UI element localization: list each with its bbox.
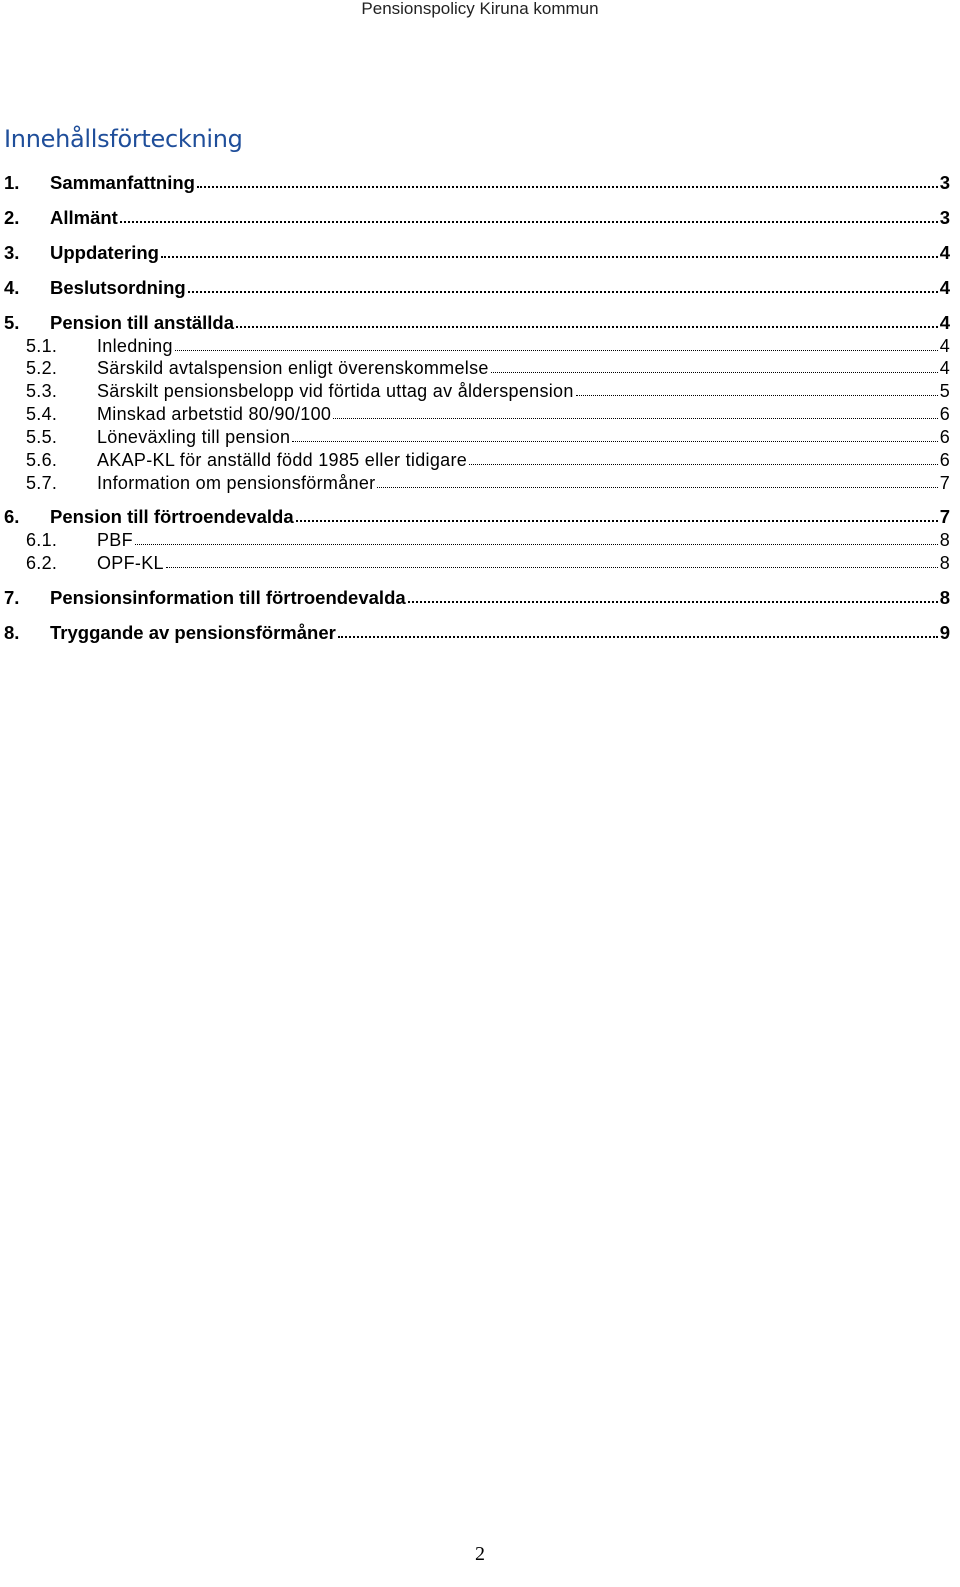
toc-entry-number: 8. <box>4 622 20 643</box>
toc-entry-number: 5.4. <box>26 404 58 424</box>
toc-leader-dots <box>292 429 937 443</box>
toc-leader-dots <box>469 452 938 466</box>
toc-leader-dots <box>576 383 938 397</box>
toc-entry-title: PBF <box>97 530 133 550</box>
toc-entry-page: 6 <box>939 427 950 447</box>
toc-entry-number: 6.1. <box>26 530 58 550</box>
toc-leader-dots <box>377 475 937 489</box>
toc-leader-dots <box>236 315 938 329</box>
toc-entry[interactable] <box>4 403 950 425</box>
toc-entry-page: 4 <box>939 242 950 263</box>
toc-entry[interactable] <box>4 242 950 264</box>
toc-entry-number: 4. <box>4 277 20 298</box>
toc-entry-page: 3 <box>939 207 950 228</box>
toc-entry-page: 8 <box>939 587 950 608</box>
toc-leader-dots <box>197 175 938 189</box>
toc-entry-title: Särskild avtalspension enligt överenskommelse <box>97 358 489 378</box>
toc-entry-number: 5.1. <box>26 336 58 356</box>
toc-entry-page: 5 <box>939 381 950 401</box>
toc-entry-page: 3 <box>939 172 950 193</box>
toc-entry-title: Allmänt <box>50 207 118 228</box>
toc-entry-title: AKAP-KL för anställd född 1985 eller tidigare <box>97 450 468 470</box>
toc-entry[interactable] <box>4 207 950 229</box>
toc-entry-page: 4 <box>939 336 950 356</box>
toc-entry-page: 4 <box>939 277 950 298</box>
toc-leader-dots <box>120 210 938 224</box>
toc-entry-title: Pensionsinformation till förtroendevalda <box>50 587 406 608</box>
toc-entry[interactable] <box>4 312 950 334</box>
toc-entry-number: 6.2. <box>26 553 58 573</box>
toc-entry-title: Information om pensionsförmåner <box>97 473 376 493</box>
toc-entry-page: 6 <box>939 450 950 470</box>
toc-entry-number: 5.5. <box>26 427 58 447</box>
toc-entry-number: 5.7. <box>26 473 58 493</box>
toc-entry-page: 8 <box>939 530 950 550</box>
toc-entry-number: 7. <box>4 587 20 608</box>
toc-leader-dots <box>135 532 938 546</box>
toc-entry[interactable] <box>4 277 950 299</box>
toc-entry[interactable] <box>4 529 950 551</box>
toc-entry[interactable] <box>4 587 950 609</box>
toc-entry-title: Minskad arbetstid 80/90/100 <box>97 404 332 424</box>
toc-entry-page: 7 <box>939 506 950 527</box>
toc-entry[interactable] <box>4 380 950 402</box>
toc-entry-title: Inledning <box>97 336 173 356</box>
toc-entry[interactable] <box>4 357 950 379</box>
toc-entry[interactable] <box>4 426 950 448</box>
toc-leader-dots <box>408 590 938 604</box>
toc-leader-dots <box>161 245 938 259</box>
toc-entry[interactable] <box>4 552 950 574</box>
toc-title: Innehållsförteckning <box>4 125 243 153</box>
toc-entry-title: Beslutsordning <box>50 277 186 298</box>
toc-entry-number: 6. <box>4 506 20 527</box>
toc-entry-number: 5.2. <box>26 358 58 378</box>
toc-entry-page: 6 <box>939 404 950 424</box>
toc-entry-page: 7 <box>939 473 950 493</box>
toc-leader-dots <box>188 280 938 294</box>
page-header: Pensionspolicy Kiruna kommun <box>361 0 599 18</box>
toc-entry-page: 8 <box>939 553 950 573</box>
toc-entry-number: 5. <box>4 312 20 333</box>
toc-entry-title: Tryggande av pensionsförmåner <box>50 622 336 643</box>
toc-entry-number: 5.6. <box>26 450 58 470</box>
toc-entry[interactable] <box>4 172 950 194</box>
toc-leader-dots <box>338 625 938 639</box>
toc-entry-number: 5.3. <box>26 381 58 401</box>
toc-entry-title: Uppdatering <box>50 242 159 263</box>
toc-entry-title: Pension till anställda <box>50 312 235 333</box>
toc-entry[interactable] <box>4 335 950 357</box>
toc-entry-page: 4 <box>939 312 950 333</box>
toc-entry-number: 3. <box>4 242 20 263</box>
toc-entry-page: 4 <box>939 358 950 378</box>
toc-leader-dots <box>166 555 938 569</box>
toc-entry[interactable] <box>4 449 950 471</box>
toc-leader-dots <box>296 509 938 523</box>
toc-leader-dots <box>175 338 938 352</box>
toc-entry[interactable] <box>4 506 950 528</box>
toc-entry[interactable] <box>4 472 950 494</box>
toc-entry-title: OPF-KL <box>97 553 164 573</box>
toc-entry-number: 1. <box>4 172 20 193</box>
toc-entry-page: 9 <box>939 622 950 643</box>
toc-entry-title: Sammanfattning <box>50 172 195 193</box>
toc-entry[interactable] <box>4 622 950 644</box>
toc-entry-title: Pension till förtroendevalda <box>50 506 294 527</box>
toc-leader-dots <box>333 406 937 420</box>
page-number: 2 <box>475 1543 485 1565</box>
toc-entry-number: 2. <box>4 207 20 228</box>
toc-leader-dots <box>491 360 938 374</box>
toc-entry-title: Särskilt pensionsbelopp vid förtida uttag av ålderspension <box>97 381 574 401</box>
toc-entry-title: Löneväxling till pension <box>97 427 291 447</box>
